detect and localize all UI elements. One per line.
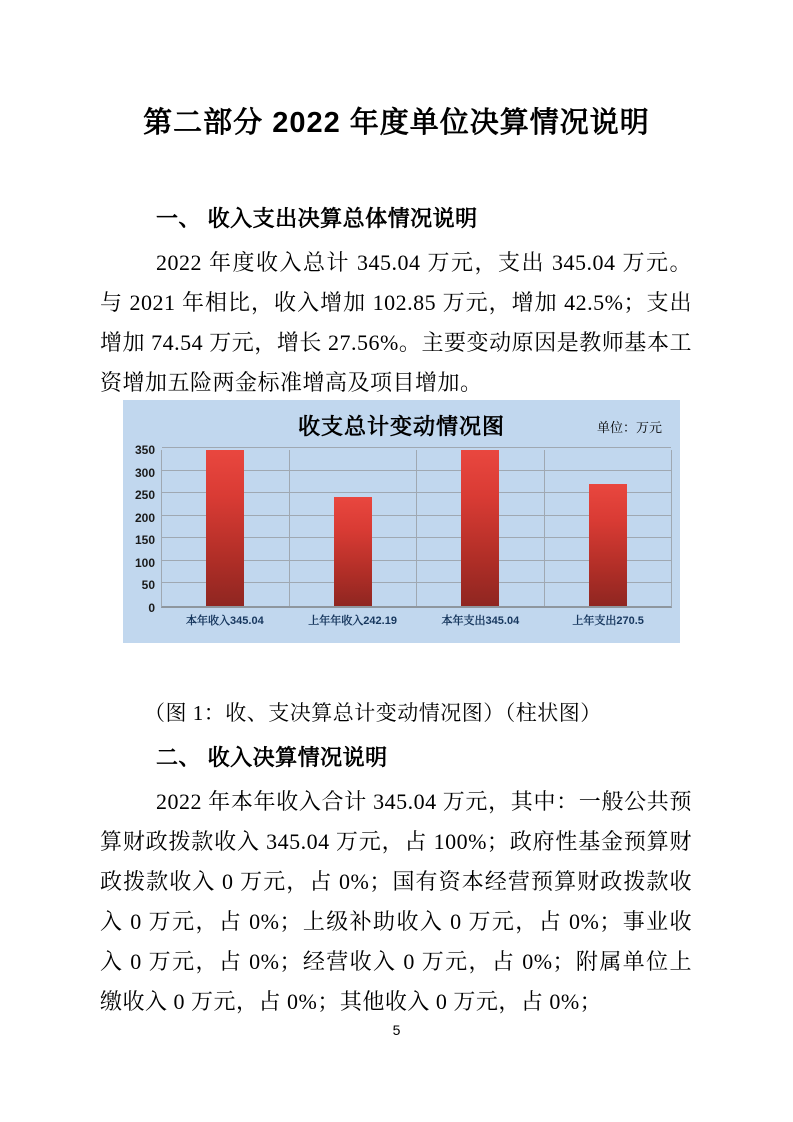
gridline: [162, 447, 671, 448]
chart-column: [416, 450, 544, 606]
section-2-heading: 二、 收入决算情况说明: [156, 745, 388, 770]
chart-y-axis: [129, 443, 159, 615]
chart-title: 收支总计变动情况图: [297, 414, 505, 439]
y-tick-label: 100: [134, 555, 155, 570]
chart-x-labels: [161, 612, 672, 628]
chart-column: [289, 450, 417, 606]
y-tick-label: 50: [141, 578, 155, 593]
chart-unit-label: 单位：万元: [596, 420, 662, 435]
y-tick-label: 200: [134, 510, 155, 525]
page-number: 5: [392, 1022, 401, 1038]
x-axis-label: 本年支出345.04: [441, 615, 520, 627]
bar-4: [589, 484, 627, 606]
y-tick-label: 350: [134, 443, 155, 457]
chart-column: [162, 450, 289, 606]
bar-3: [461, 450, 499, 606]
x-axis-label: 上年支出270.5: [572, 615, 644, 627]
bar-2: [334, 497, 372, 606]
chart-column: [544, 450, 672, 606]
section-1-paragraph: 2022 年度收入总计 345.04 万元，支出 345.04 万元。与 2021 年相比，收入增加 102.85 万元，增加 42.5%；支出增加 74.54 万元，增长 27.56%。主要变动原因是教师基本工资增加五险两金标准增高及项目增加。: [100, 250, 692, 395]
bar-1: [206, 450, 244, 606]
page-title: 第二部分 2022 年度单位决算情况说明: [143, 107, 650, 139]
chart-plot-wrap: [161, 450, 672, 628]
y-tick-label: 150: [134, 533, 155, 548]
chart: [123, 400, 680, 643]
y-tick-label: 250: [134, 488, 155, 503]
section-2-paragraph: 2022 年本年收入合计 345.04 万元，其中：一般公共预算财政拨款收入 345.04 万元，占 100%；政府性基金预算财政拨款收入 0 万元，占 0%；国有资本经营预算财政拨款收入 0 万元，占 0%；上级补助收入 0 万元，占 0%；事业收入 0 万元，占 0%；经营收入 0 万元，占 0%；附属单位上缴收入 0 万元，占 0%；其他收入 0 万元，占 0%；: [100, 789, 692, 1014]
y-tick-label: 300: [134, 465, 155, 480]
x-axis-label: 上年年收入242.19: [308, 615, 397, 627]
x-axis-label: 本年收入345.04: [186, 615, 264, 627]
y-tick-label: 0: [148, 601, 155, 615]
chart-body: [129, 444, 672, 626]
section-1-heading: 一、 收入支出决算总体情况说明: [156, 206, 478, 231]
figure-caption: （图 1：收、支决算总计变动情况图）（柱状图）: [144, 701, 602, 725]
chart-header: [123, 400, 680, 444]
chart-plot: [161, 450, 672, 608]
